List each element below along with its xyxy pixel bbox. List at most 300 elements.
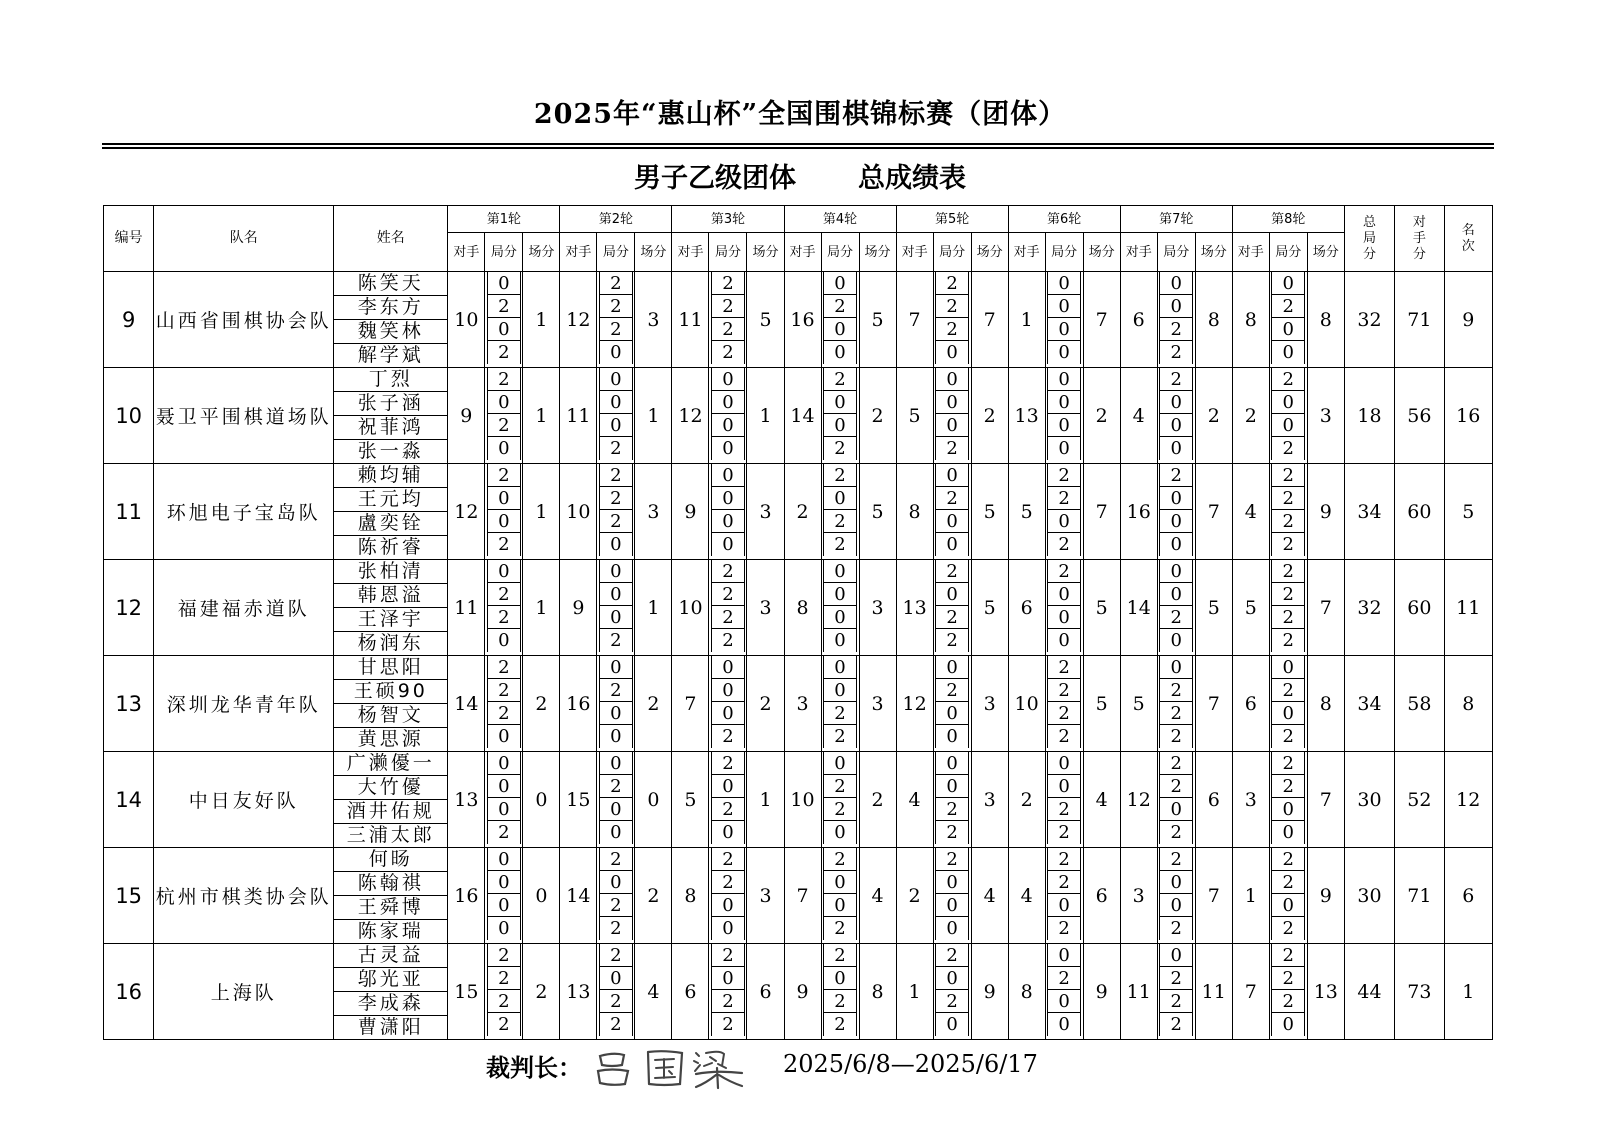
player-names	[334, 848, 448, 944]
col-header-match-score: 场分	[1083, 233, 1120, 272]
col-header-opponent: 对手	[672, 233, 709, 272]
board-score: 0	[1159, 510, 1193, 533]
team-row	[104, 656, 1493, 752]
board-score: 2	[823, 295, 857, 318]
board-results	[1270, 464, 1307, 559]
board-score: 0	[1271, 272, 1305, 295]
board-score: 2	[1271, 560, 1305, 583]
board-score: 0	[487, 629, 521, 652]
player-list	[334, 656, 447, 751]
board-score: 2	[1271, 368, 1305, 391]
board-score: 2	[823, 368, 857, 391]
round-2-match-score: 1	[635, 560, 672, 656]
board-score: 0	[487, 917, 521, 940]
player-name: 赖均辅	[334, 464, 447, 488]
board-results	[1158, 464, 1195, 559]
board-score: 0	[599, 821, 633, 844]
board-score: 2	[599, 510, 633, 533]
round-7-match-score: 2	[1195, 368, 1232, 464]
board-results	[1046, 368, 1083, 463]
player-list	[334, 752, 447, 847]
round-1-match-score: 2	[523, 944, 560, 1040]
round-8-opponent: 5	[1232, 560, 1269, 656]
round-6-opponent: 13	[1008, 368, 1045, 464]
col-header-match-score: 场分	[635, 233, 672, 272]
board-score: 0	[1159, 272, 1193, 295]
round-5-opponent: 1	[896, 944, 933, 1040]
round-1-game-scores	[485, 848, 523, 944]
board-score: 2	[1159, 341, 1193, 364]
board-score: 0	[487, 437, 521, 460]
board-score: 0	[711, 414, 745, 437]
round-4-opponent: 9	[784, 944, 821, 1040]
board-results	[709, 944, 746, 1039]
board-score: 0	[599, 560, 633, 583]
player-name: 李东方	[334, 296, 447, 320]
board-score: 2	[1159, 990, 1193, 1013]
col-header-total-games-char: 局	[1363, 230, 1377, 246]
round-3-game-scores	[709, 464, 747, 560]
round-5-match-score: 3	[971, 656, 1008, 752]
round-1-game-scores	[485, 752, 523, 848]
round-7-game-scores	[1157, 752, 1195, 848]
chief-referee-signature	[592, 1044, 762, 1090]
board-score: 2	[711, 944, 745, 967]
round-6-game-scores	[1045, 560, 1083, 656]
board-results	[822, 944, 859, 1039]
board-score: 0	[487, 752, 521, 775]
board-results	[709, 848, 746, 943]
round-3-game-scores	[709, 272, 747, 368]
player-name: 陈家瑞	[357, 920, 424, 942]
player-name: 酒井佑规	[334, 800, 447, 824]
board-score: 0	[1159, 944, 1193, 967]
board-score: 2	[823, 990, 857, 1013]
board-score: 0	[935, 583, 969, 606]
board-score: 0	[711, 702, 745, 725]
player-name: 张柏清	[334, 560, 447, 584]
round-3-opponent: 6	[672, 944, 709, 1040]
round-5-match-score: 9	[971, 944, 1008, 1040]
board-results	[1270, 656, 1307, 751]
board-score: 2	[935, 679, 969, 702]
board-score: 2	[935, 944, 969, 967]
board-results	[934, 848, 971, 943]
round-8-match-score: 7	[1307, 752, 1344, 848]
board-score: 2	[1047, 656, 1081, 679]
player-list	[334, 464, 447, 559]
round-4-game-scores	[821, 944, 859, 1040]
col-header-game-score: 局分	[821, 233, 859, 272]
board-score: 0	[1047, 437, 1081, 460]
round-4-opponent: 10	[784, 752, 821, 848]
board-score: 2	[711, 798, 745, 821]
player-name: 王泽宇	[334, 608, 447, 632]
team-row	[104, 464, 1493, 560]
round-8-opponent: 6	[1232, 656, 1269, 752]
col-header-opponent: 对手	[448, 233, 485, 272]
round-7-game-scores	[1157, 656, 1195, 752]
board-score: 0	[823, 629, 857, 652]
player-name: 王元均	[334, 488, 447, 512]
round-6-match-score: 5	[1083, 656, 1120, 752]
round-5-game-scores	[933, 752, 971, 848]
round-4-match-score: 4	[859, 848, 896, 944]
board-score: 2	[1271, 629, 1305, 652]
board-score: 0	[599, 533, 633, 556]
round-2-opponent: 14	[560, 848, 597, 944]
board-results	[709, 368, 746, 463]
round-2-opponent: 9	[560, 560, 597, 656]
board-results	[1158, 752, 1195, 847]
round-3-opponent: 9	[672, 464, 709, 560]
round-8-game-scores	[1269, 464, 1307, 560]
player-list	[334, 848, 447, 943]
board-results	[597, 560, 634, 655]
board-score: 2	[823, 775, 857, 798]
col-header-opponent: 对手	[1008, 233, 1045, 272]
round-2-game-scores	[597, 464, 635, 560]
round-3-match-score: 3	[747, 464, 784, 560]
round-1-opponent: 13	[448, 752, 485, 848]
round-7-game-scores	[1157, 848, 1195, 944]
round-1-game-scores	[485, 368, 523, 464]
opponent-score-sum: 60	[1395, 560, 1444, 656]
round-1-game-scores	[485, 944, 523, 1040]
round-5-game-scores	[933, 272, 971, 368]
player-names	[334, 272, 448, 368]
round-8-match-score: 8	[1307, 272, 1344, 368]
board-score: 0	[1271, 821, 1305, 844]
round-4-match-score: 8	[859, 944, 896, 1040]
col-header-match-score: 场分	[1195, 233, 1232, 272]
board-score: 2	[1271, 967, 1305, 990]
board-score: 2	[1271, 533, 1305, 556]
round-5-match-score: 7	[971, 272, 1008, 368]
player-name: 三浦太郎	[346, 824, 435, 846]
round-2-match-score: 0	[635, 752, 672, 848]
board-score: 0	[711, 510, 745, 533]
board-score: 2	[1047, 798, 1081, 821]
round-8-game-scores	[1269, 656, 1307, 752]
final-rank: 6	[1444, 848, 1492, 944]
round-4-game-scores	[821, 272, 859, 368]
round-2-game-scores	[597, 752, 635, 848]
round-3-game-scores	[709, 944, 747, 1040]
col-header-game-score: 局分	[485, 233, 523, 272]
round-3-match-score: 6	[747, 944, 784, 1040]
board-score: 0	[599, 583, 633, 606]
round-5-opponent: 5	[896, 368, 933, 464]
board-score: 2	[823, 533, 857, 556]
board-score: 2	[487, 368, 521, 391]
board-score: 2	[711, 848, 745, 871]
subtitle-sheet-name: 总成绩表	[858, 163, 966, 194]
board-score: 0	[1047, 510, 1081, 533]
round-5-match-score: 3	[971, 752, 1008, 848]
board-score: 2	[1271, 990, 1305, 1013]
col-header-match-score: 场分	[747, 233, 784, 272]
round-1-opponent: 11	[448, 560, 485, 656]
round-3-match-score: 1	[747, 752, 784, 848]
team-name: 杭州市棋类协会队	[154, 848, 334, 944]
player-name: 大竹優	[334, 776, 447, 800]
board-score: 0	[1271, 656, 1305, 679]
round-8-opponent: 8	[1232, 272, 1269, 368]
round-4-match-score: 2	[859, 368, 896, 464]
round-2-match-score: 2	[635, 848, 672, 944]
board-score: 2	[711, 629, 745, 652]
board-score: 2	[599, 944, 633, 967]
round-5-game-scores	[933, 560, 971, 656]
board-score: 0	[1047, 629, 1081, 652]
board-score: 2	[1159, 752, 1193, 775]
round-7-game-scores	[1157, 368, 1195, 464]
board-score: 2	[487, 464, 521, 487]
board-score: 0	[1159, 533, 1193, 556]
board-score: 0	[487, 318, 521, 341]
board-score: 0	[711, 533, 745, 556]
board-results	[822, 656, 859, 751]
col-header-id: 编号	[104, 206, 154, 272]
round-2-opponent: 15	[560, 752, 597, 848]
round-5-opponent: 13	[896, 560, 933, 656]
round-6-match-score: 2	[1083, 368, 1120, 464]
team-id: 14	[104, 752, 154, 848]
board-score: 0	[823, 391, 857, 414]
round-1-match-score: 1	[523, 464, 560, 560]
round-4-match-score: 5	[859, 272, 896, 368]
board-score: 0	[711, 464, 745, 487]
board-score: 2	[1271, 487, 1305, 510]
board-score: 0	[711, 368, 745, 391]
board-score: 0	[599, 967, 633, 990]
board-score: 0	[711, 917, 745, 940]
board-score: 0	[1159, 487, 1193, 510]
round-6-opponent: 4	[1008, 848, 1045, 944]
round-5-opponent: 7	[896, 272, 933, 368]
round-6-game-scores	[1045, 464, 1083, 560]
round-3-game-scores	[709, 752, 747, 848]
board-results	[822, 368, 859, 463]
board-score: 0	[935, 894, 969, 917]
board-score: 2	[1047, 967, 1081, 990]
board-score: 0	[599, 341, 633, 364]
board-score: 2	[1159, 464, 1193, 487]
board-score: 2	[1271, 848, 1305, 871]
board-results	[709, 560, 746, 655]
round-2-opponent: 12	[560, 272, 597, 368]
board-score: 2	[599, 295, 633, 318]
round-6-match-score: 9	[1083, 944, 1120, 1040]
round-4-opponent: 7	[784, 848, 821, 944]
board-score: 2	[1047, 871, 1081, 894]
total-game-score: 34	[1344, 464, 1394, 560]
board-score: 2	[487, 414, 521, 437]
col-header-total-games	[1344, 206, 1394, 272]
board-score: 0	[1159, 798, 1193, 821]
board-score: 2	[823, 848, 857, 871]
board-score: 0	[823, 606, 857, 629]
round-7-opponent: 11	[1120, 944, 1157, 1040]
board-score: 2	[711, 318, 745, 341]
board-score: 0	[935, 871, 969, 894]
board-score: 2	[711, 990, 745, 1013]
player-name: 陈笑天	[334, 272, 447, 296]
board-score: 0	[1159, 629, 1193, 652]
board-score: 2	[487, 944, 521, 967]
board-score: 2	[823, 798, 857, 821]
round-2-game-scores	[597, 560, 635, 656]
board-score: 2	[487, 821, 521, 844]
player-name: 甘思阳	[334, 656, 447, 680]
board-score: 2	[935, 629, 969, 652]
board-score: 0	[599, 702, 633, 725]
board-results	[934, 464, 971, 559]
player-name: 邬光亚	[334, 968, 447, 992]
board-score: 0	[599, 871, 633, 894]
board-results	[1046, 560, 1083, 655]
board-score: 2	[823, 944, 857, 967]
player-list	[334, 272, 447, 367]
round-7-match-score: 11	[1195, 944, 1232, 1040]
board-results	[1270, 752, 1307, 847]
round-8-match-score: 9	[1307, 848, 1344, 944]
board-score: 2	[1159, 848, 1193, 871]
round-6-opponent: 10	[1008, 656, 1045, 752]
subtitle-category: 男子乙级团体	[634, 163, 796, 194]
board-score: 0	[935, 917, 969, 940]
col-header-rank-char: 名	[1461, 222, 1475, 238]
board-score: 2	[1271, 775, 1305, 798]
round-6-opponent: 6	[1008, 560, 1045, 656]
team-row	[104, 560, 1493, 656]
round-8-game-scores	[1269, 272, 1307, 368]
round-6-match-score: 7	[1083, 272, 1120, 368]
board-score: 0	[935, 391, 969, 414]
board-score: 2	[711, 1013, 745, 1036]
board-score: 2	[711, 272, 745, 295]
round-1-opponent: 14	[448, 656, 485, 752]
document-title: 2025年“惠山杯”全国围棋锦标赛（团体）	[533, 99, 1067, 130]
round-5-opponent: 4	[896, 752, 933, 848]
round-8-opponent: 1	[1232, 848, 1269, 944]
board-results	[1158, 368, 1195, 463]
opponent-score-sum: 56	[1395, 368, 1444, 464]
player-names	[334, 368, 448, 464]
board-score: 0	[823, 894, 857, 917]
round-5-match-score: 5	[971, 560, 1008, 656]
team-row	[104, 368, 1493, 464]
round-6-game-scores	[1045, 752, 1083, 848]
board-score: 2	[487, 606, 521, 629]
round-7-match-score: 7	[1195, 848, 1232, 944]
col-header-game-score: 局分	[933, 233, 971, 272]
board-score: 2	[935, 848, 969, 871]
round-7-opponent: 4	[1120, 368, 1157, 464]
player-list	[334, 368, 447, 463]
round-1-opponent: 15	[448, 944, 485, 1040]
board-score: 0	[1271, 318, 1305, 341]
board-score: 2	[1159, 725, 1193, 748]
round-8-opponent: 7	[1232, 944, 1269, 1040]
round-2-game-scores	[597, 368, 635, 464]
round-1-opponent: 16	[448, 848, 485, 944]
board-score: 2	[711, 341, 745, 364]
round-2-opponent: 11	[560, 368, 597, 464]
board-score: 2	[823, 725, 857, 748]
board-score: 0	[1047, 1013, 1081, 1036]
team-name: 中日友好队	[154, 752, 334, 848]
board-score: 0	[711, 679, 745, 702]
board-results	[934, 752, 971, 847]
total-game-score: 30	[1344, 848, 1394, 944]
board-score: 2	[1271, 464, 1305, 487]
board-score: 2	[1271, 871, 1305, 894]
board-score: 0	[935, 533, 969, 556]
col-header-rank	[1444, 206, 1492, 272]
total-game-score: 32	[1344, 272, 1394, 368]
board-score: 2	[599, 679, 633, 702]
board-results	[1046, 656, 1083, 751]
player-name: 广濑優一	[334, 752, 447, 776]
player-name: 祝菲鸿	[334, 416, 447, 440]
board-results	[822, 752, 859, 847]
board-results	[822, 560, 859, 655]
board-score: 2	[1047, 533, 1081, 556]
board-results	[485, 656, 522, 751]
board-score: 2	[935, 487, 969, 510]
board-results	[934, 560, 971, 655]
round-1-opponent: 9	[448, 368, 485, 464]
round-7-game-scores	[1157, 272, 1195, 368]
board-score: 0	[599, 391, 633, 414]
board-score: 2	[823, 437, 857, 460]
board-score: 2	[599, 272, 633, 295]
round-3-opponent: 10	[672, 560, 709, 656]
round-4-game-scores	[821, 368, 859, 464]
round-8-opponent: 3	[1232, 752, 1269, 848]
board-score: 0	[823, 272, 857, 295]
board-score: 0	[823, 560, 857, 583]
round-8-opponent: 2	[1232, 368, 1269, 464]
document-subtitle	[0, 156, 1600, 195]
board-score: 0	[711, 775, 745, 798]
board-results	[1046, 944, 1083, 1039]
col-header-total-games-char: 总	[1363, 214, 1377, 230]
opponent-score-sum: 73	[1395, 944, 1444, 1040]
round-6-match-score: 5	[1083, 560, 1120, 656]
col-header-round-3: 第3轮	[672, 206, 784, 233]
board-score: 0	[1159, 295, 1193, 318]
board-score: 0	[823, 871, 857, 894]
board-score: 0	[487, 487, 521, 510]
board-score: 2	[599, 437, 633, 460]
board-score: 0	[935, 414, 969, 437]
board-results	[1158, 656, 1195, 751]
col-header-opponent: 对手	[896, 233, 933, 272]
board-score: 0	[1047, 295, 1081, 318]
round-4-game-scores	[821, 848, 859, 944]
board-score: 0	[935, 702, 969, 725]
player-name: 曹潇阳	[357, 1016, 424, 1038]
footer	[0, 1042, 1600, 1090]
round-6-match-score: 4	[1083, 752, 1120, 848]
board-score: 2	[1159, 702, 1193, 725]
round-8-match-score: 8	[1307, 656, 1344, 752]
team-id: 15	[104, 848, 154, 944]
board-score: 2	[935, 560, 969, 583]
